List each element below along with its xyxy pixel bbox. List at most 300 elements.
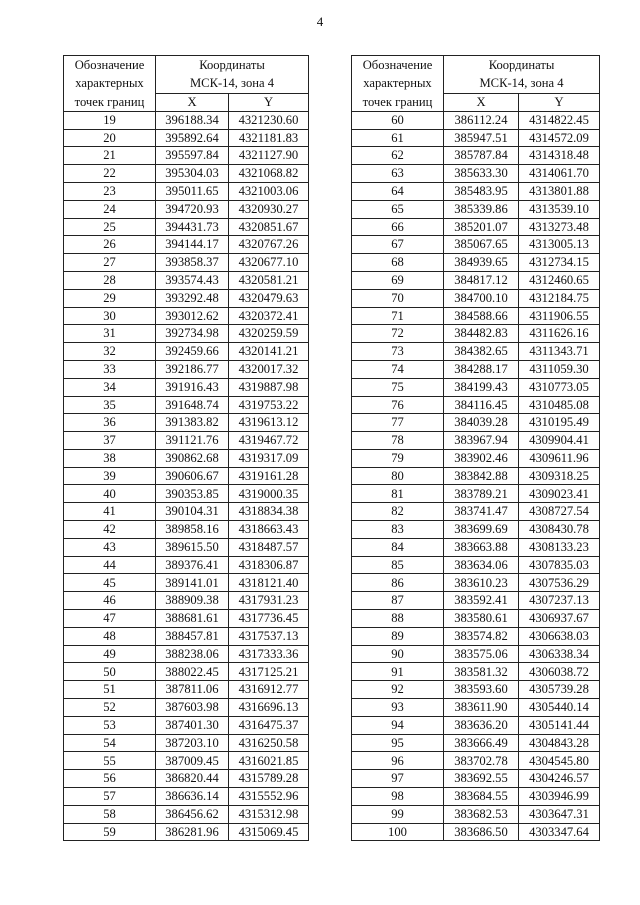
x-coordinate-cell: 384588.66	[444, 307, 519, 325]
y-coordinate-cell: 4314572.09	[519, 129, 600, 147]
y-coordinate-cell: 4320141.21	[229, 343, 309, 361]
table-row	[352, 236, 600, 254]
point-number-cell: 20	[64, 129, 156, 147]
y-coordinate-cell: 4309904.41	[519, 432, 600, 450]
point-number-cell: 54	[64, 734, 156, 752]
coordinates-table-right	[351, 55, 600, 841]
table-row	[352, 699, 600, 717]
table-row	[352, 325, 600, 343]
coordinates-header-line-1: Координаты	[199, 58, 265, 73]
point-number-cell: 21	[64, 147, 156, 165]
table-row	[64, 218, 309, 236]
y-coordinate-cell: 4317125.21	[229, 663, 309, 681]
y-coordinate-cell: 4319000.35	[229, 485, 309, 503]
y-coordinate-cell: 4314822.45	[519, 111, 600, 129]
point-number-cell: 95	[352, 734, 444, 752]
table-row	[352, 360, 600, 378]
x-coordinate-cell: 383902.46	[444, 449, 519, 467]
table-row	[64, 734, 309, 752]
x-coordinate-cell: 388238.06	[156, 645, 229, 663]
y-coordinate-cell: 4320017.32	[229, 360, 309, 378]
y-coordinate-cell: 4308430.78	[519, 521, 600, 539]
y-coordinate-cell: 4320851.67	[229, 218, 309, 236]
point-number-cell: 38	[64, 449, 156, 467]
point-number-cell: 80	[352, 467, 444, 485]
x-coordinate-cell: 384939.65	[444, 254, 519, 272]
point-number-cell: 23	[64, 182, 156, 200]
table-row	[64, 770, 309, 788]
y-coordinate-cell: 4318121.40	[229, 574, 309, 592]
table-row	[64, 343, 309, 361]
x-coordinate-cell: 387401.30	[156, 716, 229, 734]
y-coordinate-cell: 4312460.65	[519, 271, 600, 289]
table-row	[64, 289, 309, 307]
y-coordinate-cell: 4306038.72	[519, 663, 600, 681]
designation-header-line-3: точек границ	[362, 94, 433, 109]
table-row	[352, 218, 600, 236]
x-coordinate-cell: 388457.81	[156, 627, 229, 645]
point-number-cell: 73	[352, 343, 444, 361]
x-coordinate-cell: 390862.68	[156, 449, 229, 467]
x-coordinate-cell: 384382.65	[444, 343, 519, 361]
table-row	[352, 485, 600, 503]
point-number-cell: 44	[64, 556, 156, 574]
point-number-cell: 67	[352, 236, 444, 254]
point-number-cell: 28	[64, 271, 156, 289]
y-coordinate-cell: 4316250.58	[229, 734, 309, 752]
y-coordinate-cell: 4320372.41	[229, 307, 309, 325]
point-number-cell: 70	[352, 289, 444, 307]
x-coordinate-cell: 386636.14	[156, 788, 229, 806]
point-number-cell: 40	[64, 485, 156, 503]
point-number-cell: 91	[352, 663, 444, 681]
point-number-cell: 98	[352, 788, 444, 806]
x-coordinate-cell: 386820.44	[156, 770, 229, 788]
y-coordinate-cell: 4316021.85	[229, 752, 309, 770]
y-coordinate-cell: 4314318.48	[519, 147, 600, 165]
y-coordinate-cell: 4320677.10	[229, 254, 309, 272]
y-coordinate-cell: 4321230.60	[229, 111, 309, 129]
y-coordinate-cell: 4309611.96	[519, 449, 600, 467]
x-coordinate-cell: 384039.28	[444, 414, 519, 432]
point-number-cell: 65	[352, 200, 444, 218]
table-row	[64, 752, 309, 770]
table-row	[352, 574, 600, 592]
x-coordinate-cell: 383663.88	[444, 538, 519, 556]
x-column-header: X	[156, 93, 229, 111]
x-coordinate-cell: 390104.31	[156, 503, 229, 521]
x-coordinate-cell: 383702.78	[444, 752, 519, 770]
table-row	[352, 716, 600, 734]
table-row	[352, 254, 600, 272]
table-row	[352, 556, 600, 574]
x-coordinate-cell: 391916.43	[156, 378, 229, 396]
x-coordinate-cell: 387811.06	[156, 681, 229, 699]
coordinates-header	[444, 56, 600, 94]
point-number-cell: 52	[64, 699, 156, 717]
table-row	[352, 449, 600, 467]
table-row	[352, 307, 600, 325]
point-number-cell: 43	[64, 538, 156, 556]
table-row	[352, 467, 600, 485]
point-number-cell: 78	[352, 432, 444, 450]
y-coordinate-cell: 4315789.28	[229, 770, 309, 788]
table-row	[352, 592, 600, 610]
point-number-cell: 100	[352, 823, 444, 841]
x-coordinate-cell: 388022.45	[156, 663, 229, 681]
table-row	[352, 823, 600, 841]
point-number-cell: 35	[64, 396, 156, 414]
y-coordinate-cell: 4321127.90	[229, 147, 309, 165]
x-coordinate-cell: 388681.61	[156, 610, 229, 628]
point-number-cell: 46	[64, 592, 156, 610]
y-coordinate-cell: 4313273.48	[519, 218, 600, 236]
point-number-cell: 42	[64, 521, 156, 539]
y-coordinate-cell: 4316475.37	[229, 716, 309, 734]
y-coordinate-cell: 4305440.14	[519, 699, 600, 717]
y-coordinate-cell: 4318663.43	[229, 521, 309, 539]
table-row	[64, 307, 309, 325]
x-coordinate-cell: 390606.67	[156, 467, 229, 485]
x-coordinate-cell: 383666.49	[444, 734, 519, 752]
x-coordinate-cell: 383575.06	[444, 645, 519, 663]
table-row	[64, 129, 309, 147]
table-row	[64, 165, 309, 183]
y-coordinate-cell: 4320767.26	[229, 236, 309, 254]
table-row	[64, 788, 309, 806]
x-coordinate-cell: 394720.93	[156, 200, 229, 218]
table-row	[352, 200, 600, 218]
table-row	[64, 592, 309, 610]
table-row	[352, 182, 600, 200]
point-number-cell: 97	[352, 770, 444, 788]
x-coordinate-cell: 383789.21	[444, 485, 519, 503]
coordinates-header-line-2: МСК-14, зона 4	[479, 76, 564, 91]
point-number-cell: 60	[352, 111, 444, 129]
y-coordinate-cell: 4317537.13	[229, 627, 309, 645]
point-number-cell: 47	[64, 610, 156, 628]
x-coordinate-cell: 385633.30	[444, 165, 519, 183]
point-number-cell: 90	[352, 645, 444, 663]
y-column-header: Y	[229, 93, 309, 111]
x-coordinate-cell: 385201.07	[444, 218, 519, 236]
table-row	[64, 378, 309, 396]
point-number-cell: 72	[352, 325, 444, 343]
x-coordinate-cell: 383842.88	[444, 467, 519, 485]
table-row	[352, 610, 600, 628]
x-coordinate-cell: 395597.84	[156, 147, 229, 165]
table-row	[352, 432, 600, 450]
x-coordinate-cell: 389141.01	[156, 574, 229, 592]
table-row	[64, 805, 309, 823]
table-row	[352, 396, 600, 414]
y-coordinate-cell: 4319753.22	[229, 396, 309, 414]
x-coordinate-cell: 385339.86	[444, 200, 519, 218]
y-coordinate-cell: 4310485.08	[519, 396, 600, 414]
point-number-cell: 51	[64, 681, 156, 699]
y-coordinate-cell: 4312734.15	[519, 254, 600, 272]
x-coordinate-cell: 383692.55	[444, 770, 519, 788]
designation-header-line-2: характерных	[75, 76, 144, 91]
x-coordinate-cell: 393292.48	[156, 289, 229, 307]
table-row	[352, 414, 600, 432]
table-row	[352, 538, 600, 556]
y-coordinate-cell: 4303347.64	[519, 823, 600, 841]
x-coordinate-cell: 386281.96	[156, 823, 229, 841]
point-number-cell: 68	[352, 254, 444, 272]
x-coordinate-cell: 385787.84	[444, 147, 519, 165]
point-number-cell: 96	[352, 752, 444, 770]
y-coordinate-cell: 4307835.03	[519, 556, 600, 574]
table-row	[352, 503, 600, 521]
designation-header	[352, 56, 444, 112]
x-coordinate-cell: 385067.65	[444, 236, 519, 254]
table-row	[64, 271, 309, 289]
table-row	[352, 734, 600, 752]
point-number-cell: 55	[64, 752, 156, 770]
x-coordinate-cell: 384482.83	[444, 325, 519, 343]
y-coordinate-cell: 4321181.83	[229, 129, 309, 147]
designation-header-line-1: Обозначение	[74, 58, 145, 72]
table-row	[352, 378, 600, 396]
y-coordinate-cell: 4317736.45	[229, 610, 309, 628]
y-coordinate-cell: 4319613.12	[229, 414, 309, 432]
y-coordinate-cell: 4317931.23	[229, 592, 309, 610]
table-row	[64, 414, 309, 432]
point-number-cell: 49	[64, 645, 156, 663]
x-coordinate-cell: 383611.90	[444, 699, 519, 717]
x-coordinate-cell: 384116.45	[444, 396, 519, 414]
y-coordinate-cell: 4306638.03	[519, 627, 600, 645]
table-row	[352, 788, 600, 806]
y-coordinate-cell: 4314061.70	[519, 165, 600, 183]
x-coordinate-cell: 385947.51	[444, 129, 519, 147]
y-coordinate-cell: 4317333.36	[229, 645, 309, 663]
point-number-cell: 53	[64, 716, 156, 734]
y-coordinate-cell: 4311059.30	[519, 360, 600, 378]
table-row	[64, 503, 309, 521]
y-coordinate-cell: 4321003.06	[229, 182, 309, 200]
x-coordinate-cell: 383634.06	[444, 556, 519, 574]
x-coordinate-cell: 390353.85	[156, 485, 229, 503]
y-coordinate-cell: 4303946.99	[519, 788, 600, 806]
table-row	[352, 521, 600, 539]
x-coordinate-cell: 387203.10	[156, 734, 229, 752]
point-number-cell: 79	[352, 449, 444, 467]
y-coordinate-cell: 4320259.59	[229, 325, 309, 343]
x-coordinate-cell: 394144.17	[156, 236, 229, 254]
x-coordinate-cell: 383610.23	[444, 574, 519, 592]
y-coordinate-cell: 4313539.10	[519, 200, 600, 218]
y-coordinate-cell: 4310773.05	[519, 378, 600, 396]
point-number-cell: 94	[352, 716, 444, 734]
x-coordinate-cell: 385483.95	[444, 182, 519, 200]
point-number-cell: 25	[64, 218, 156, 236]
table-row	[64, 699, 309, 717]
table-row	[64, 432, 309, 450]
y-coordinate-cell: 4309318.25	[519, 467, 600, 485]
point-number-cell: 74	[352, 360, 444, 378]
x-coordinate-cell: 386112.24	[444, 111, 519, 129]
table-row	[352, 271, 600, 289]
point-number-cell: 34	[64, 378, 156, 396]
point-number-cell: 33	[64, 360, 156, 378]
table-row	[64, 111, 309, 129]
table-row	[64, 521, 309, 539]
x-coordinate-cell: 383581.32	[444, 663, 519, 681]
point-number-cell: 45	[64, 574, 156, 592]
y-coordinate-cell: 4303647.31	[519, 805, 600, 823]
x-coordinate-cell: 384288.17	[444, 360, 519, 378]
y-coordinate-cell: 4319161.28	[229, 467, 309, 485]
point-number-cell: 93	[352, 699, 444, 717]
point-number-cell: 61	[352, 129, 444, 147]
point-number-cell: 48	[64, 627, 156, 645]
point-number-cell: 50	[64, 663, 156, 681]
x-coordinate-cell: 392734.98	[156, 325, 229, 343]
point-number-cell: 99	[352, 805, 444, 823]
y-coordinate-cell: 4310195.49	[519, 414, 600, 432]
table-row	[64, 663, 309, 681]
y-coordinate-cell: 4320581.21	[229, 271, 309, 289]
point-number-cell: 24	[64, 200, 156, 218]
point-number-cell: 56	[64, 770, 156, 788]
designation-header-line-1: Обозначение	[362, 58, 433, 72]
table-row	[352, 645, 600, 663]
point-number-cell: 19	[64, 111, 156, 129]
table-row	[352, 343, 600, 361]
table-row	[64, 645, 309, 663]
x-coordinate-cell: 389615.50	[156, 538, 229, 556]
table-row	[64, 396, 309, 414]
x-coordinate-cell: 396188.34	[156, 111, 229, 129]
point-number-cell: 41	[64, 503, 156, 521]
table-row	[64, 574, 309, 592]
point-number-cell: 86	[352, 574, 444, 592]
x-coordinate-cell: 383592.41	[444, 592, 519, 610]
y-coordinate-cell: 4313005.13	[519, 236, 600, 254]
point-number-cell: 57	[64, 788, 156, 806]
y-coordinate-cell: 4309023.41	[519, 485, 600, 503]
table-row	[352, 752, 600, 770]
point-number-cell: 69	[352, 271, 444, 289]
point-number-cell: 62	[352, 147, 444, 165]
point-number-cell: 63	[352, 165, 444, 183]
x-coordinate-cell: 387009.45	[156, 752, 229, 770]
table-row	[64, 254, 309, 272]
y-coordinate-cell: 4304246.57	[519, 770, 600, 788]
y-coordinate-cell: 4304545.80	[519, 752, 600, 770]
coordinates-table-left	[63, 55, 309, 841]
x-coordinate-cell: 392459.66	[156, 343, 229, 361]
y-coordinate-cell: 4311626.16	[519, 325, 600, 343]
x-coordinate-cell: 395304.03	[156, 165, 229, 183]
x-coordinate-cell: 383636.20	[444, 716, 519, 734]
y-coordinate-cell: 4306338.34	[519, 645, 600, 663]
y-coordinate-cell: 4311343.71	[519, 343, 600, 361]
y-coordinate-cell: 4311906.55	[519, 307, 600, 325]
y-coordinate-cell: 4318834.38	[229, 503, 309, 521]
point-number-cell: 85	[352, 556, 444, 574]
y-coordinate-cell: 4315312.98	[229, 805, 309, 823]
point-number-cell: 75	[352, 378, 444, 396]
point-number-cell: 31	[64, 325, 156, 343]
table-row	[64, 823, 309, 841]
y-coordinate-cell: 4304843.28	[519, 734, 600, 752]
y-coordinate-cell: 4316912.77	[229, 681, 309, 699]
table-row	[64, 485, 309, 503]
table-row	[64, 147, 309, 165]
table-row	[64, 360, 309, 378]
x-coordinate-cell: 384199.43	[444, 378, 519, 396]
y-coordinate-cell: 4318487.57	[229, 538, 309, 556]
point-number-cell: 32	[64, 343, 156, 361]
point-number-cell: 77	[352, 414, 444, 432]
x-coordinate-cell: 389858.16	[156, 521, 229, 539]
x-coordinate-cell: 393858.37	[156, 254, 229, 272]
y-coordinate-cell: 4320479.63	[229, 289, 309, 307]
x-coordinate-cell: 393012.62	[156, 307, 229, 325]
point-number-cell: 39	[64, 467, 156, 485]
point-number-cell: 82	[352, 503, 444, 521]
point-number-cell: 29	[64, 289, 156, 307]
table-row	[64, 182, 309, 200]
x-coordinate-cell: 388909.38	[156, 592, 229, 610]
coordinates-header-line-2: МСК-14, зона 4	[189, 76, 275, 91]
y-coordinate-cell: 4305739.28	[519, 681, 600, 699]
y-coordinate-cell: 4319317.09	[229, 449, 309, 467]
x-coordinate-cell: 386456.62	[156, 805, 229, 823]
x-coordinate-cell: 389376.41	[156, 556, 229, 574]
table-row	[64, 627, 309, 645]
point-number-cell: 59	[64, 823, 156, 841]
table-row	[352, 129, 600, 147]
table-row	[64, 449, 309, 467]
y-coordinate-cell: 4312184.75	[519, 289, 600, 307]
point-number-cell: 88	[352, 610, 444, 628]
table-row	[64, 538, 309, 556]
table-row	[64, 610, 309, 628]
point-number-cell: 84	[352, 538, 444, 556]
x-coordinate-cell: 393574.43	[156, 271, 229, 289]
point-number-cell: 30	[64, 307, 156, 325]
y-coordinate-cell: 4308727.54	[519, 503, 600, 521]
table-row	[64, 236, 309, 254]
table-row	[352, 289, 600, 307]
y-coordinate-cell: 4307536.29	[519, 574, 600, 592]
designation-header-line-3: точек границ	[74, 94, 145, 109]
point-number-cell: 81	[352, 485, 444, 503]
x-coordinate-cell: 392186.77	[156, 360, 229, 378]
table-row	[352, 770, 600, 788]
table-row	[64, 556, 309, 574]
y-coordinate-cell: 4308133.23	[519, 538, 600, 556]
point-number-cell: 36	[64, 414, 156, 432]
y-column-header: Y	[519, 93, 600, 111]
point-number-cell: 83	[352, 521, 444, 539]
y-coordinate-cell: 4321068.82	[229, 165, 309, 183]
x-coordinate-cell: 391121.76	[156, 432, 229, 450]
y-coordinate-cell: 4316696.13	[229, 699, 309, 717]
coordinates-body-left	[64, 111, 309, 841]
table-row	[352, 165, 600, 183]
x-coordinate-cell: 383686.50	[444, 823, 519, 841]
x-coordinate-cell: 391648.74	[156, 396, 229, 414]
x-coordinate-cell: 384817.12	[444, 271, 519, 289]
x-coordinate-cell: 383967.94	[444, 432, 519, 450]
x-coordinate-cell: 391383.82	[156, 414, 229, 432]
point-number-cell: 87	[352, 592, 444, 610]
